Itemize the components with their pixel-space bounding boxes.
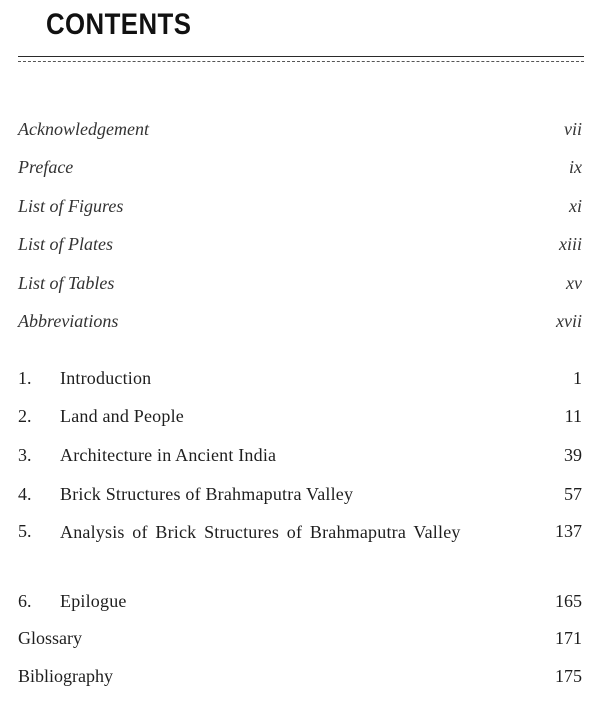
page-title: CONTENTS [46, 8, 192, 41]
chapter-page: 39 [564, 445, 582, 465]
title-underline-dashed [18, 61, 584, 62]
chapter-page: 137 [555, 521, 582, 541]
chapter-title: Land and People [60, 406, 184, 426]
toc-entry-title: Abbreviations [18, 311, 119, 331]
chapter-title: Brick Structures of Brahmaputra Valley [60, 484, 354, 504]
chapter-number: 3. [18, 445, 32, 465]
toc-entry-page: xvii [556, 311, 582, 331]
chapter-page: 57 [564, 484, 582, 504]
chapter-number: 1. [18, 368, 32, 388]
chapter-number: 6. [18, 591, 32, 611]
toc-entry-page: xi [569, 196, 582, 216]
toc-entry-title: List of Figures [18, 196, 124, 216]
toc-entry-title: Preface [18, 157, 74, 177]
toc-entry-page: xiii [559, 234, 582, 254]
chapter-page: 1 [573, 368, 582, 388]
chapter-title: Introduction [60, 368, 152, 388]
toc-entry-page: xv [566, 273, 582, 293]
toc-entry-title: Acknowledgement [18, 119, 149, 139]
chapter-number: 2. [18, 406, 32, 426]
toc-entry-page: 171 [555, 628, 582, 648]
toc-entry-page: ix [569, 157, 582, 177]
chapter-page: 11 [564, 406, 582, 426]
chapter-number: 5. [18, 521, 32, 541]
chapter-title: Architecture in Ancient India [60, 445, 277, 465]
chapter-page: 165 [555, 591, 582, 611]
toc-entry-title: List of Plates [18, 234, 114, 254]
title-underline [18, 56, 584, 57]
chapter-title: Analysis of Brick Structures of Brahmaputra Valley [60, 522, 461, 542]
toc-entry-title: Bibliography [18, 666, 113, 686]
toc-entry-page: vii [564, 119, 582, 139]
chapter-number: 4. [18, 484, 32, 504]
toc-entry-page: 175 [555, 666, 582, 686]
toc-entry-title: List of Tables [18, 273, 115, 293]
toc-entry-title: Glossary [18, 628, 82, 648]
chapter-title: Epilogue [60, 591, 127, 611]
